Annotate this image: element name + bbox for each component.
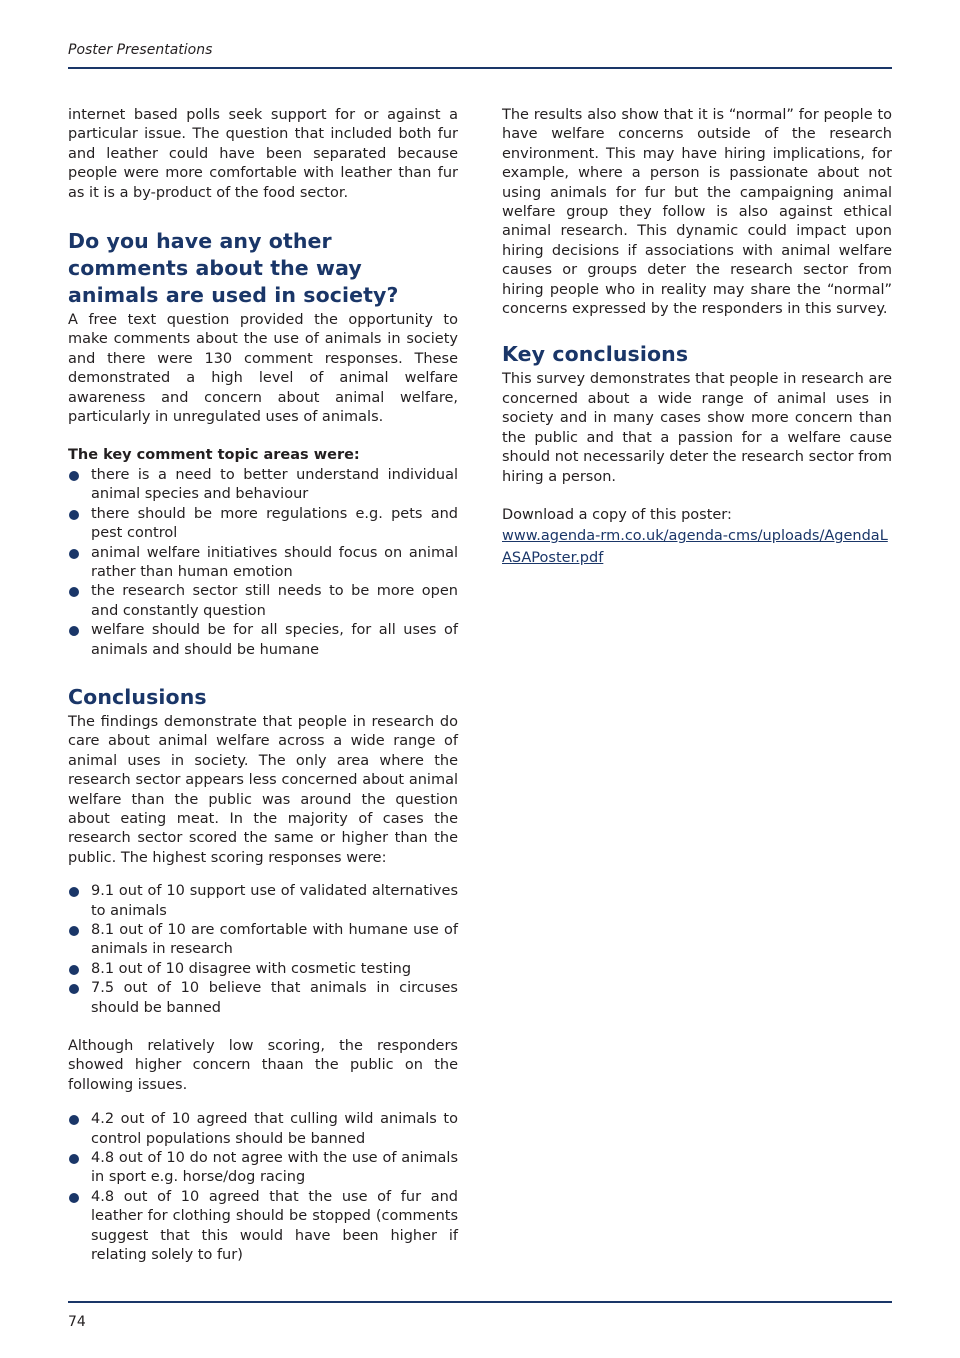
comments-paragraph: A free text question provided the opportunity to make comments about the use of animals in society and there were 130 comment responses. These demonstrated a high level of animal welfare awareness and concern about animal welfare, particularly in unregulated uses of animals. bbox=[68, 312, 458, 426]
topics-heading: The key comment topic areas were: bbox=[68, 447, 360, 464]
topics-list bbox=[68, 466, 458, 660]
results-paragraph: The results also show that it is “normal” for people to have welfare concerns outside of the research environment. This may have hiring implications, for example, where a person is passionate about not using animals for fur but the campaigning animal welfare group they follow is also against ethical animal research. This dynamic could impact upon hiring decisions if associations with animal welfare causes or groups deter the research sector from hiring people who in reality may share the “normal” concerns expressed by the responders in this survey. bbox=[502, 107, 892, 318]
list-item: 4.8 out of 10 do not agree with the use of animals in sport e.g. horse/dog racing bbox=[68, 1149, 458, 1188]
conclusions-paragraph: The findings demonstrate that people in research do care about animal welfare across a wide range of animal uses in society. The only area where the research sector appears less concerned about animal welfare than the public was around the question about eating meat. In the majority of cases the research sector scored the same or higher than the public. The highest scoring responses were: bbox=[68, 713, 458, 866]
bullet-icon bbox=[69, 984, 79, 994]
bullet-icon bbox=[69, 887, 79, 897]
list-item: 4.2 out of 10 agreed that culling wild animals to control populations should be banned bbox=[68, 1110, 458, 1149]
list-item: welfare should be for all species, for all uses of animals and should be humane bbox=[68, 621, 458, 660]
bullet-icon bbox=[69, 1115, 79, 1125]
bullet-icon bbox=[69, 1154, 79, 1164]
intro-paragraph: internet based polls seek support for or against a particular issue. The question that included both fur and leather could have been separated because people were more comfortable with leather than fur as it is a by-product of the food sector. bbox=[68, 107, 458, 201]
bullet-icon bbox=[69, 587, 79, 597]
right-column bbox=[502, 106, 892, 568]
key-conclusions-heading: Key conclusions bbox=[502, 342, 689, 367]
list-item: there should be more regulations e.g. pets and pest control bbox=[68, 505, 458, 544]
list-item: 7.5 out of 10 believe that animals in circuses should be banned bbox=[68, 979, 458, 1018]
bullet-icon bbox=[69, 626, 79, 636]
bullet-icon bbox=[69, 965, 79, 975]
list-item: 8.1 out of 10 are comfortable with humane use of animals in research bbox=[68, 921, 458, 960]
low-scoring-list bbox=[68, 1110, 458, 1265]
list-item: there is a need to better understand individual animal species and behaviour bbox=[68, 466, 458, 505]
bullet-icon bbox=[69, 549, 79, 559]
bullet-icon bbox=[69, 510, 79, 520]
poster-download-link[interactable]: www.agenda-rm.co.uk/agenda-cms/uploads/AgendaLASAPoster.pdf bbox=[502, 528, 888, 566]
bullet-icon bbox=[69, 1193, 79, 1203]
left-column bbox=[68, 106, 458, 1266]
footer-divider bbox=[68, 1301, 892, 1303]
conclusions-heading: Conclusions bbox=[68, 684, 207, 709]
highest-scoring-list bbox=[68, 882, 458, 1018]
low-scoring-paragraph: Although relatively low scoring, the responders showed higher concern thaan the public on the following issues. bbox=[68, 1038, 458, 1093]
page-number: 74 bbox=[68, 1314, 86, 1330]
header-divider bbox=[68, 67, 892, 69]
bullet-icon bbox=[69, 926, 79, 936]
running-header: Poster Presentations bbox=[68, 42, 213, 58]
list-item: the research sector still needs to be more open and constantly question bbox=[68, 582, 458, 621]
list-item: animal welfare initiatives should focus on animal rather than human emotion bbox=[68, 544, 458, 583]
bullet-icon bbox=[69, 471, 79, 481]
list-item: 4.8 out of 10 agreed that the use of fur and leather for clothing should be stopped (comments suggest that this would have been higher if relating solely to fur) bbox=[68, 1188, 458, 1266]
comments-heading: Do you have any other comments about the way animals are used in society? bbox=[68, 229, 399, 308]
key-conclusions-paragraph: This survey demonstrates that people in research are concerned about a wide range of animal uses in society and in many cases show more concern than the public and that a passion for a welfare cause should not necessarily deter the research sector from hiring a person. bbox=[502, 371, 892, 485]
list-item: 8.1 out of 10 disagree with cosmetic testing bbox=[68, 960, 458, 979]
download-label: Download a copy of this poster: bbox=[502, 506, 732, 523]
list-item: 9.1 out of 10 support use of validated alternatives to animals bbox=[68, 882, 458, 921]
